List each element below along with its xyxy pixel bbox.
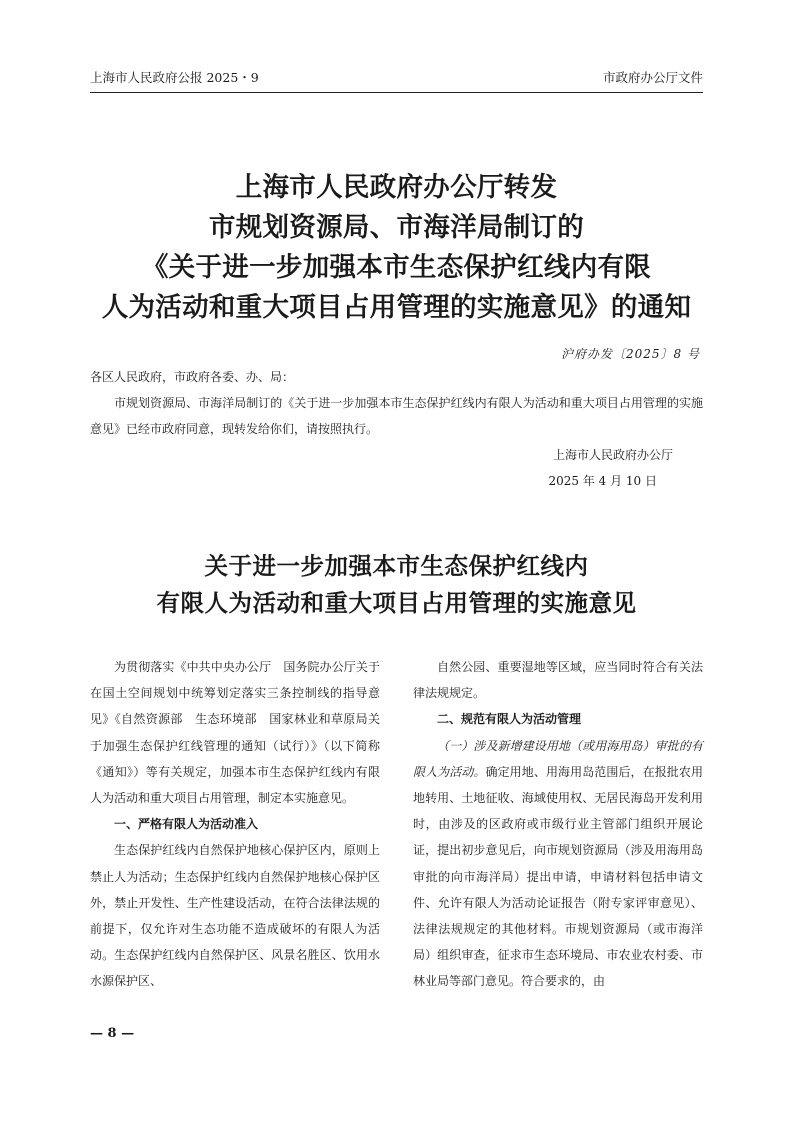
section-1-paragraph-continued: 自然公园、重要湿地等区域，应当同时符合有关法律法规规定。: [413, 660, 703, 701]
body-column-left: [90, 654, 380, 995]
notice-title-line-2: 市规划资源局、市海洋局制订的: [208, 212, 585, 243]
subsection-1-paragraph: [413, 733, 703, 995]
page-number: — 8 —: [90, 1026, 135, 1041]
opinion-title: [70, 548, 723, 622]
subsection-1-text: 确定用地、用海用岛范围后，在报批农用地转用、土地征收、海域使用权、无居民海岛开发利用时，由涉及的区政府或市级行业主管部门组织开展论证，提出初步意见后，向市规划资源局（涉及用海用岛审批的向市海洋局）提出申请，申请材料包括申请文件、允许有限人为活动论证报告（附专家评审意见）、法律法规规定的其他材料。市规划资源局（或市海洋局）组织审查，征求市生态环境局、市农业农村委、市林业局等部门意见。符合要求的，由: [413, 764, 703, 989]
body-column-right: [413, 654, 703, 995]
notice-title-line-4: 人为活动和重大项目占用管理的实施意见》的通知: [101, 292, 692, 323]
header-left-publication: 上海市人民政府公报 2025・9: [90, 70, 259, 85]
signoff-organization: 上海市人民政府办公厅: [552, 448, 673, 462]
section-heading-1: 一、严格有限人为活动准入: [114, 817, 259, 832]
preamble-paragraph: 为贯彻落实《中共中央办公厅 国务院办公厅关于在国土空间规划中统筹划定落实三条控制线的指导意见》《自然资源部 生态环境部 国家林业和草原局关于加强生态保护红线管理的通知（试行）》（以下简称《通知》）等有关规定，加强本市生态保护红线内有限人为活动和重大项目占用管理，制定本实施意见。: [90, 660, 380, 806]
opinion-title-line-2: 有限人为活动和重大项目占用管理的实施意见: [156, 589, 637, 617]
notice-title: [70, 168, 723, 328]
notice-title-line-1: 上海市人民政府办公厅转发: [235, 172, 558, 203]
opinion-title-line-1: 关于进一步加强本市生态保护红线内: [204, 552, 589, 580]
notice-body: 市规划资源局、市海洋局制订的《关于进一步加强本市生态保护红线内有限人为活动和重大项目占用管理的实施意见》已经市政府同意，现转发给你们，请按照执行。: [90, 396, 703, 436]
subsection-heading-1: （一）涉及新增建设用地（或用海用岛）审批的有限人为活动。: [413, 738, 703, 779]
section-1-paragraph: 生态保护红线内自然保护地核心保护区内，原则上禁止人为活动；生态保护红线内自然保护地核心保护区外，禁止开发性、生产性建设活动，在符合法律法规的前提下，仅允许对生态功能不造成破坏的有限人为活动。生态保护红线内自然保护区、风景名胜区、饮用水水源保护区、: [90, 843, 380, 989]
notice-title-line-3: 《关于进一步加强本市生态保护红线内有限: [141, 252, 652, 283]
document-number: 沪府办发〔2025〕8 号: [561, 347, 700, 361]
salutation: 各区人民政府，市政府各委、办、局：: [90, 370, 295, 384]
signoff-date: 2025 年 4 月 10 日: [548, 474, 657, 488]
header-right-section: 市政府办公厅文件: [602, 70, 703, 85]
section-heading-2: 二、规范有限人为活动管理: [437, 712, 582, 727]
header-divider: [90, 92, 703, 93]
